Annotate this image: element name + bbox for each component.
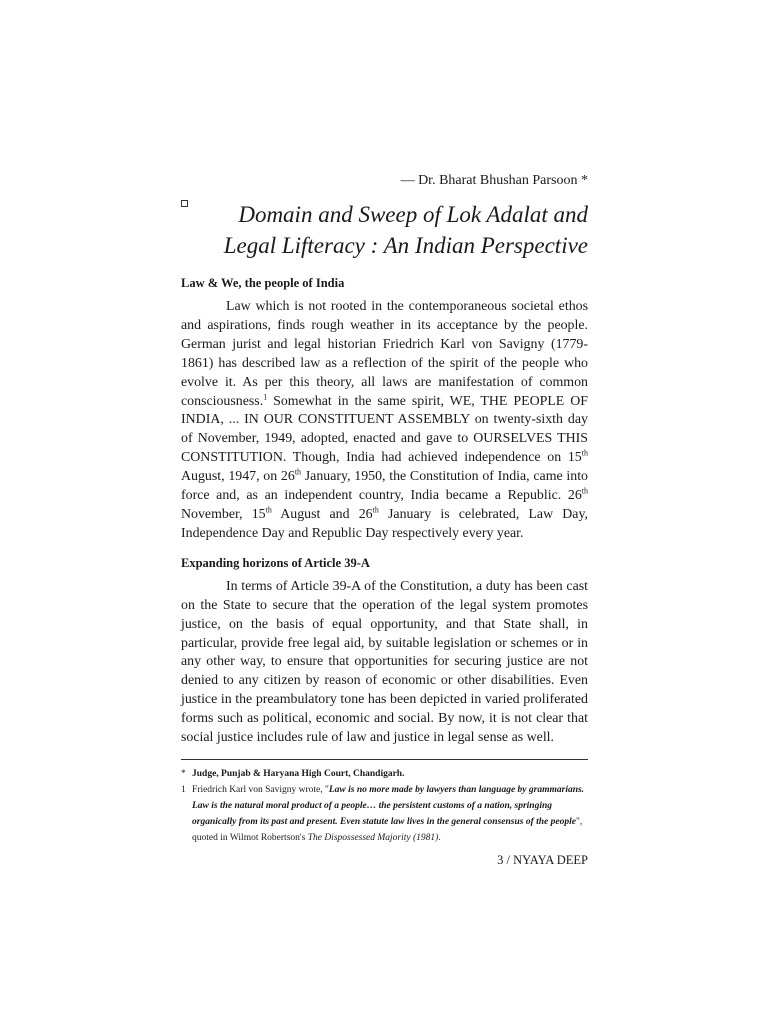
- footnote-mark: *: [181, 768, 186, 779]
- para-text: November, 15: [181, 506, 266, 522]
- ordinal-suffix: th: [372, 505, 379, 515]
- page-number: 3 / NYAYA DEEP: [497, 852, 588, 867]
- para-text: Somewhat in the same spirit, WE, THE PEOPLE OF INDIA, ... IN OUR CONSTITUENT ASSEMBLY on twenty-sixth day of November, 1949, adopted, enacted and gave to OURSELVES THIS CONSTITUTION. Though, India had achieved independence on 15: [181, 393, 588, 466]
- ordinal-suffix: th: [581, 448, 588, 458]
- ordinal-suffix: th: [581, 486, 588, 496]
- title-block: [181, 199, 588, 261]
- document-page: [181, 172, 588, 868]
- ordinal-suffix: th: [294, 467, 302, 477]
- section-heading-article-39a: Expanding horizons of Article 39-A: [181, 555, 370, 570]
- article-title: [181, 199, 588, 261]
- ordinal-suffix: th: [265, 505, 272, 515]
- para-text: August and 26: [271, 506, 373, 522]
- footnote-ref-1: 1: [263, 391, 268, 401]
- author-line: — Dr. Bharat Bhushan Parsoon *: [400, 173, 588, 188]
- footnote-divider: [181, 759, 588, 760]
- footnote-book-title: The Dispossessed Majority (1981): [307, 832, 439, 843]
- footnote-text: Friedrich Karl von Savigny wrote, ": [192, 784, 329, 795]
- footnote-quote: Law is no more made by lawyers than language by grammarians. Law is the natural moral product of a people… the persistent customs of a nation, springing organically from its past and present. Even statute law lives in the general consensus of the people: [192, 784, 585, 827]
- para-text: January is celebrated, Law Day, Independence Day and Republic Day respectively every year.: [181, 506, 588, 541]
- footnote-star: [181, 766, 588, 782]
- footnote-mark: 1: [181, 784, 186, 795]
- section-heading-law-and-we: Law & We, the people of India: [181, 276, 345, 290]
- para-text: August, 1947, on 26: [181, 469, 295, 485]
- footnote-text: .: [438, 832, 441, 843]
- paragraph-law-and-we: [181, 298, 588, 544]
- footnote-text: Judge, Punjab & Haryana High Court, Chandigarh.: [192, 768, 405, 779]
- title-line-1: Domain and Sweep of Lok Adalat and: [238, 202, 588, 227]
- para-text: Law which is not rooted in the contemporaneous societal ethos and aspirations, finds rough weather in its acceptance by the people. German jurist and legal historian Friedrich Karl von Savigny (1779-1861) has described law as a reflection of the spirit of the people who evolve it. As per this theory, all laws are manifestation of common consciousness.: [181, 299, 588, 409]
- paragraph-article-39a: In terms of Article 39-A of the Constitution, a duty has been cast on the State to secure that the operation of the legal system promotes justice, on the basis of equal opportunity, and that State shall, in particular, provide free legal aid, by suitable legislation or schemes or in any other way, to ensure that opportunities for securing justice are not denied to any citizen by reason of economic or other disabilities. Even justice in the preambulatory tone has been depicted in varied proliferated forms such as political, economic and social. By now, it is not clear that social justice includes rule of law and justice in legal sense as well.: [181, 578, 588, 746]
- footnote-text: ", quoted in Wilmot Robertson's: [192, 816, 583, 843]
- para-text: January, 1950, the Constitution of India, came into force and, as an independent country, India became a Republic. 26: [181, 469, 588, 504]
- corner-mark-icon: [181, 200, 188, 207]
- footnote-1: [181, 782, 588, 846]
- title-line-2: Legal Lifteracy : An Indian Perspective: [223, 233, 588, 258]
